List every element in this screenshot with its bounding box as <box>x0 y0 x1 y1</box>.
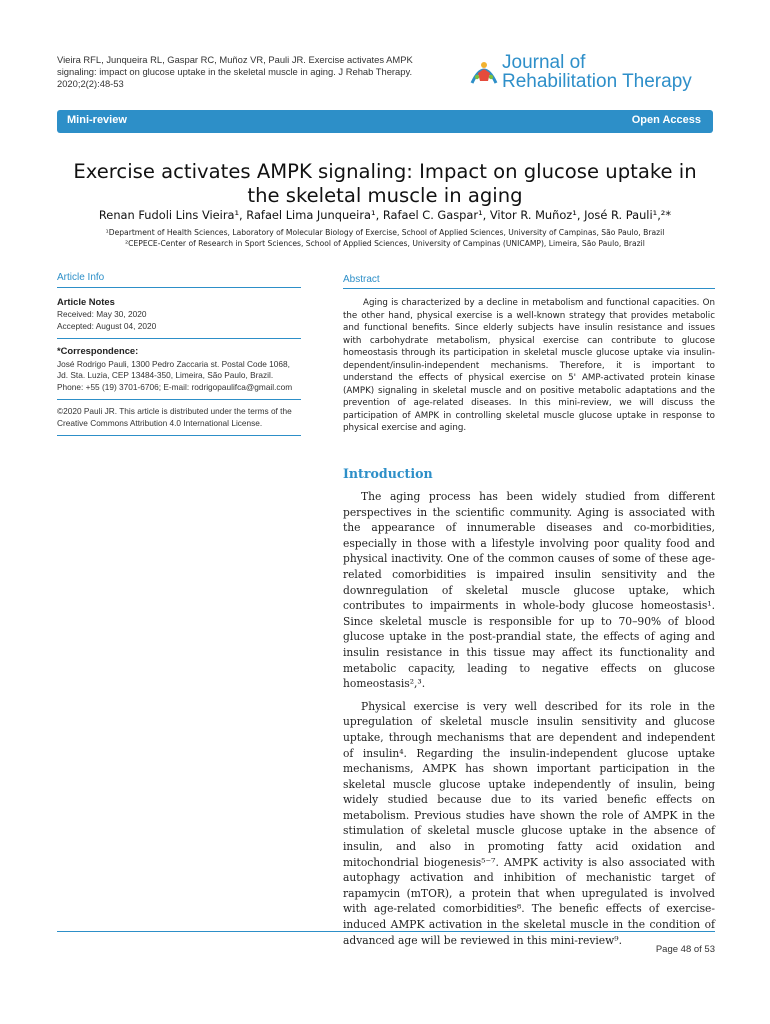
license-text: ©2020 Pauli JR. This article is distributed under the terms of the Creative Commons Attribution 4.0 International License. <box>57 406 292 428</box>
article-type: Mini-review <box>67 114 127 126</box>
article-type-band <box>57 110 713 133</box>
abstract-text: Aging is characterized by a decline in metabolism and functional capacities. On the other hand, physical exercise is a well-known strategy that provides metabolic and functional benefits. Since elderly subjects have insulin resistance and issues with carbohydrate metabolism, physical exercise can contribute to glucose homeostasis through its participation in skeletal muscle glucose uptake via insulin-dependent/insulin-independent mechanisms. Therefore, it is important to understand the effects of physical exercise on 5' AMP-activated protein kinase (AMPK) signaling in skeletal muscle and on positive metabolic adaptations and the prevention of age-related diseases. In this mini-review, we will discuss the participation of AMPK in controlling skeletal muscle glucose uptake in response to physical exercise and aging. <box>343 298 715 433</box>
journal-logo <box>452 47 722 103</box>
article-notes-heading: Article Notes <box>57 295 115 307</box>
affiliation-2: ²CEPECE-Center of Research in Sport Sciences, School of Applied Sciences, University of Campinas (UNICAMP), Limeira, São Paulo, Brazil <box>125 239 645 248</box>
divider <box>57 435 301 436</box>
citation: Vieira RFL, Junqueira RL, Gaspar RC, Muñoz VR, Pauli JR. Exercise activates AMPK signaling: impact on glucose uptake in the skeletal muscle in aging. J Rehab Therapy. 2020;2(2):48-53 <box>57 54 413 89</box>
journal-name-line2: Rehabilitation Therapy <box>502 71 692 92</box>
affiliation-1: ¹Department of Health Sciences, Laboratory of Molecular Biology of Exercise, School of Applied Sciences, University of Campinas, São Paulo, Brazil <box>105 228 665 237</box>
introduction-heading: Introduction <box>343 466 433 481</box>
correspondence-heading: *Correspondence: <box>57 345 139 356</box>
abstract-section <box>343 274 715 435</box>
introduction-section <box>343 466 715 948</box>
author-list: Renan Fudoli Lins Vieira¹, Rafael Lima Junqueira¹, Rafael C. Gaspar¹, Vitor R. Muñoz¹, José R. Pauli¹,²* <box>98 208 672 222</box>
footer-divider <box>57 931 715 932</box>
introduction-paragraph-2: Physical exercise is very well described for its role in the upregulation of skeletal muscle insulin sensitivity and glucose uptake, through mechanisms that are dependent and independent of insulin⁴. Regarding the insulin-independent glucose uptake mechanisms, AMPK has shown important participation in the skeletal muscle glucose uptake independently of insulin, being widely studied because due to its varied benefic effects on metabolism. Previous studies have shown the role of AMPK in the stimulation of skeletal muscle glucose uptake in the absence of insulin, and also in promoting fatty acid oxidation and mitochondrial biogenesis⁵⁻⁷. AMPK activity is also associated with autophagy activation and inhibition of mechanistic target of rapamycin (mTOR), a protein that when upregulated is involved with age-related comorbidities⁸. The benefic effects of exercise-induced AMPK activation in the skeletal muscle in the condition of advanced age will be reviewed in this mini-review⁹. <box>343 699 715 947</box>
page-number: Page 48 of 53 <box>655 944 715 955</box>
received-date: Received: May 30, 2020 <box>57 309 147 319</box>
introduction-paragraph-1: The aging process has been widely studied from different perspectives in the scientific community. Aging is associated with the appearance of innumerable diseases and co-morbidities, especially in those with a lifestyle involving poor quality food and physical inactivity. One of the common causes of some of these age-related comorbidities is impaired insulin sensitivity and the downregulation of skeletal muscle glucose uptake, which contributes to impairments in whole-body glucose homeostasis¹. Since skeletal muscle is responsible for up to 70–90% of blood glucose uptake in the post-prandial state, the effects of aging and insulin resistance in this tissue may affect its functionality and metabolic capacity, leading to negative effects on glucose homeostasis²,³. <box>343 490 715 691</box>
journal-name-line1: Journal of <box>502 52 586 73</box>
abstract-heading: Abstract <box>343 274 715 289</box>
divider <box>57 338 301 339</box>
correspondence-text: José Rodrigo Pauli, 1300 Pedro Zaccaria st. Postal Code 1068, Jd. Sta. Luzia, CEP 13484-350, Limeira, São Paulo, Brazil. Phone: +55 (19) 3701-6706; E-mail: rodrigopaulifca@gmail.com <box>57 358 293 392</box>
divider <box>57 399 301 400</box>
article-info-panel <box>57 272 301 436</box>
access-label: Open Access <box>631 114 701 126</box>
journal-logo-icon <box>466 53 502 89</box>
article-title: Exercise activates AMPK signaling: Impact on glucose uptake in the skeletal muscle in aging <box>73 160 697 207</box>
accepted-date: Accepted: August 04, 2020 <box>57 320 157 331</box>
article-info-heading: Article Info <box>57 272 301 288</box>
